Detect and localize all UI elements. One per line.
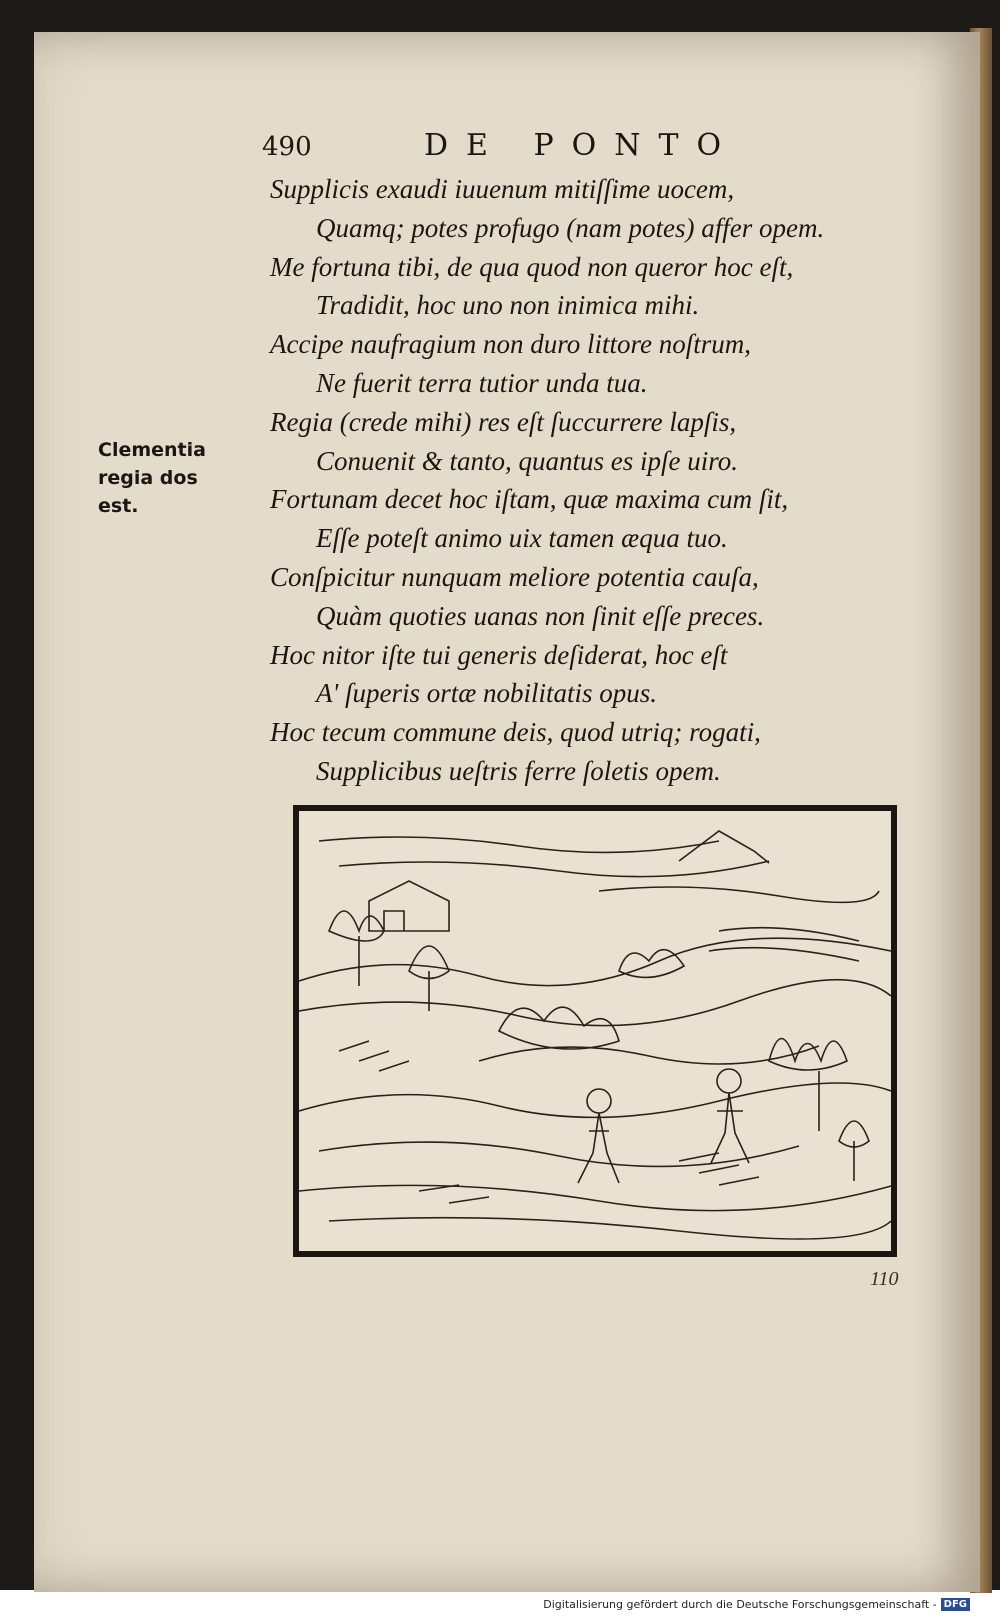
verse-line: Quàm quoties uanas non ſinit eſſe preces. — [316, 600, 765, 631]
verse-line: A' ſuperis ortæ nobilitatis opus. — [316, 678, 658, 709]
verse-line: Tradidit, hoc uno non inimica mihi. — [316, 290, 700, 321]
poem-text — [270, 170, 910, 791]
verse-line: Eſſe poteſt animo uix tamen æqua tuo. — [316, 523, 728, 554]
verse-line: Conſpicitur nunquam meliore potentia cauſa, — [270, 561, 759, 592]
dfg-logo: DFG — [941, 1598, 970, 1611]
marginal-note-line: Clementia — [98, 439, 206, 461]
verse-line: Quamq; potes profugo (nam potes) affer opem. — [316, 212, 825, 243]
verse-line: Hoc nitor iſte tui generis deſiderat, hoc eſt — [270, 639, 728, 670]
verse-line: Fortunam decet hoc iſtam, quæ maxima cum ſit, — [270, 484, 789, 515]
marginal-note — [98, 436, 228, 520]
verse-line: Hoc tecum commune deis, quod utriq; rogati, — [270, 717, 761, 748]
verse-line: Ne fuerit terra tutior unda tua. — [316, 367, 648, 398]
page-number: 490 — [262, 132, 312, 162]
verse-line: Me fortuna tibi, de qua quod non queror hoc eſt, — [270, 251, 794, 282]
verse-line: Supplicibus ueſtris ferre ſoletis opem. — [316, 755, 721, 786]
landscape-woodcut-icon — [299, 811, 891, 1251]
digitization-credit — [543, 1598, 970, 1611]
marginal-note-line: regia dos — [98, 467, 198, 489]
running-title: DE PONTO — [424, 128, 740, 163]
verse-line: Accipe naufragium non duro littore noſtrum, — [270, 329, 751, 360]
catchword: 110 — [870, 1268, 899, 1290]
running-header — [262, 128, 782, 168]
verse-line: Conuenit & tanto, quantus es ipſe uiro. — [316, 445, 738, 476]
woodcut-illustration — [293, 805, 897, 1257]
verse-line: Supplicis exaudi iuuenum mitiſſime uocem, — [270, 174, 735, 204]
marginal-note-line: est. — [98, 495, 139, 517]
credit-text: Digitalisierung gefördert durch die Deutsche Forschungsgemeinschaft - — [543, 1598, 937, 1611]
verse-line: Regia (crede mihi) res eſt ſuccurrere lapſis, — [270, 406, 737, 437]
